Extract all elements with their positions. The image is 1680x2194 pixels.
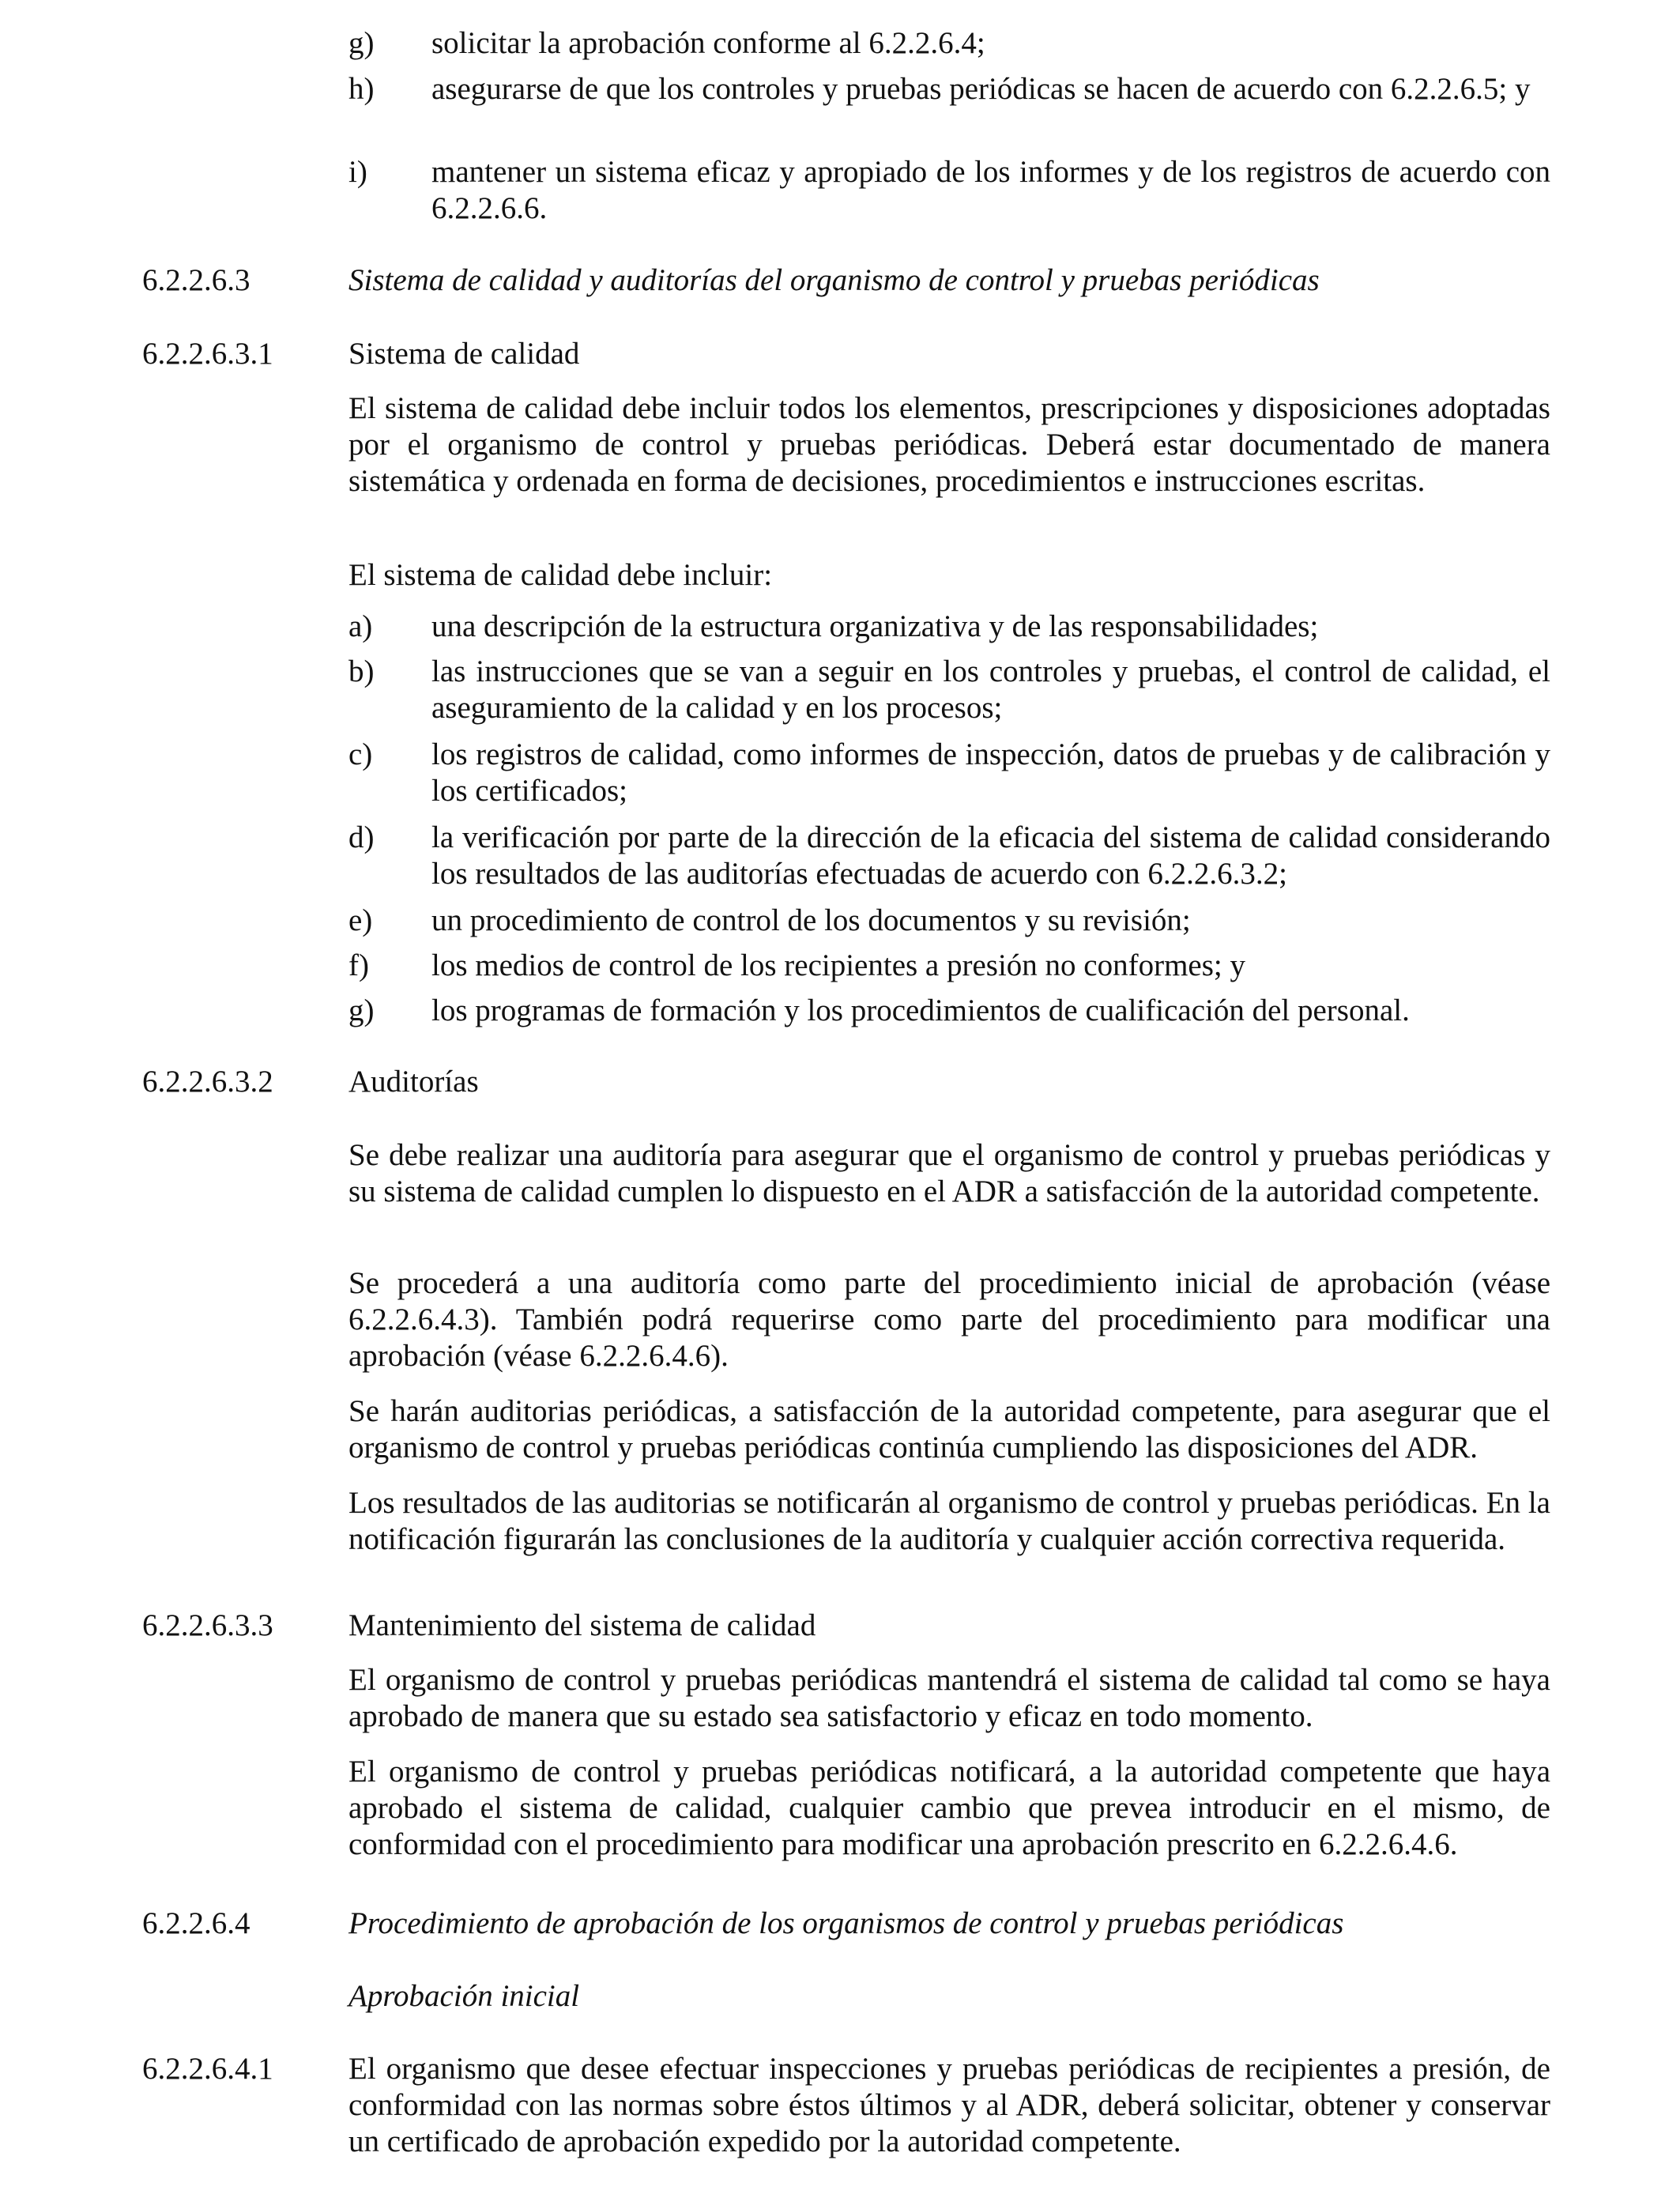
- section-title: Mantenimiento del sistema de calidad: [348, 1608, 816, 1642]
- section-number: 6.2.2.6.3.3: [142, 1608, 273, 1642]
- paragraph: Se debe realizar una auditoría para asegurar que el organismo de control y pruebas periódicas y su sistema de calidad cumplen lo dispuesto en el ADR a satisfacción de la autoridad competente.: [348, 1138, 1550, 1208]
- paragraph: Los resultados de las auditorias se notificarán al organismo de control y pruebas periódicas. En la notificación figurarán las conclusiones de la auditoría y cualquier acción correctiva requerida.: [348, 1486, 1550, 1556]
- section-number: 6.2.2.6.4: [142, 1906, 250, 1940]
- list-item-text: los medios de control de los recipientes a presión no conformes; y: [431, 948, 1245, 982]
- subheading-title: Aprobación inicial: [348, 1979, 580, 2013]
- paragraph: El sistema de calidad debe incluir:: [348, 558, 773, 592]
- paragraph: Se procederá a una auditoría como parte del procedimiento inicial de aprobación (véase 6.2.2.6.4.3). También podrá requerirse como parte del procedimiento para modificar una aprobación (véase 6.2.2.6.4.6).: [348, 1266, 1550, 1373]
- list-item-text: los programas de formación y los procedimientos de cualificación del personal.: [431, 993, 1410, 1027]
- list-item-text: las instrucciones que se van a seguir en los controles y pruebas, el control de calidad, el aseguramiento de la calidad y en los procesos;: [431, 654, 1550, 725]
- paragraph: El organismo de control y pruebas periódicas notificará, a la autoridad competente que haya aprobado el sistema de calidad, cualquier cambio que prevea introducir en el mismo, de conformidad con el procedimiento para modificar una aprobación prescrito en 6.2.2.6.4.6.: [348, 1755, 1550, 1861]
- list-item-text: la verificación por parte de la dirección de la eficacia del sistema de calidad considerando los resultados de las auditorías efectuadas de acuerdo con 6.2.2.6.3.2;: [431, 820, 1550, 891]
- list-item-label: c): [348, 737, 373, 771]
- paragraph: El organismo de control y pruebas periódicas mantendrá el sistema de calidad tal como se haya aprobado de manera que su estado sea satisfactorio y eficaz en todo momento.: [348, 1663, 1550, 1733]
- list-item-label: i): [348, 155, 367, 189]
- list-item-label: g): [348, 26, 375, 60]
- list-item-text: asegurarse de que los controles y pruebas periódicas se hacen de acuerdo con 6.2.2.6.5; y: [431, 72, 1531, 106]
- section-number: 6.2.2.6.4.1: [142, 2052, 273, 2086]
- section-title: Sistema de calidad: [348, 337, 580, 371]
- section-number: 6.2.2.6.3.1: [142, 337, 273, 371]
- list-item-label: e): [348, 903, 373, 937]
- list-item-label: h): [348, 72, 375, 106]
- list-item-text: un procedimiento de control de los documentos y su revisión;: [431, 903, 1191, 937]
- list-item-text: una descripción de la estructura organizativa y de las responsabilidades;: [431, 609, 1319, 643]
- section-number: 6.2.2.6.3.2: [142, 1065, 273, 1099]
- paragraph: El organismo que desee efectuar inspecciones y pruebas periódicas de recipientes a presión, de conformidad con las normas sobre éstos últimos y al ADR, deberá solicitar, obtener y conservar un certificado de aprobación expedido por la autoridad competente.: [348, 2052, 1550, 2158]
- list-item-text: mantener un sistema eficaz y apropiado de los informes y de los registros de acuerdo con 6.2.2.6.6.: [431, 155, 1550, 225]
- section-title: Procedimiento de aprobación de los organismos de control y pruebas periódicas: [348, 1906, 1344, 1940]
- list-item-label: a): [348, 609, 373, 643]
- section-title: Auditorías: [348, 1065, 479, 1099]
- paragraph: El sistema de calidad debe incluir todos los elementos, prescripciones y disposiciones adoptadas por el organismo de control y pruebas periódicas. Deberá estar documentado de manera sistemática y ordenada en forma de decisiones, procedimientos e instrucciones escritas.: [348, 391, 1550, 498]
- section-title: Sistema de calidad y auditorías del organismo de control y pruebas periódicas: [348, 263, 1320, 297]
- list-item-label: f): [348, 948, 369, 982]
- paragraph: Se harán auditorias periódicas, a satisfacción de la autoridad competente, para asegurar que el organismo de control y pruebas periódicas continúa cumpliendo las disposiciones del ADR.: [348, 1394, 1550, 1465]
- list-item-text: los registros de calidad, como informes de inspección, datos de pruebas y de calibración y los certificados;: [431, 737, 1550, 808]
- list-item-text: solicitar la aprobación conforme al 6.2.2.6.4;: [431, 26, 985, 60]
- list-item-label: g): [348, 993, 375, 1027]
- list-item-label: d): [348, 820, 375, 854]
- list-item-label: b): [348, 654, 375, 688]
- section-number: 6.2.2.6.3: [142, 263, 250, 297]
